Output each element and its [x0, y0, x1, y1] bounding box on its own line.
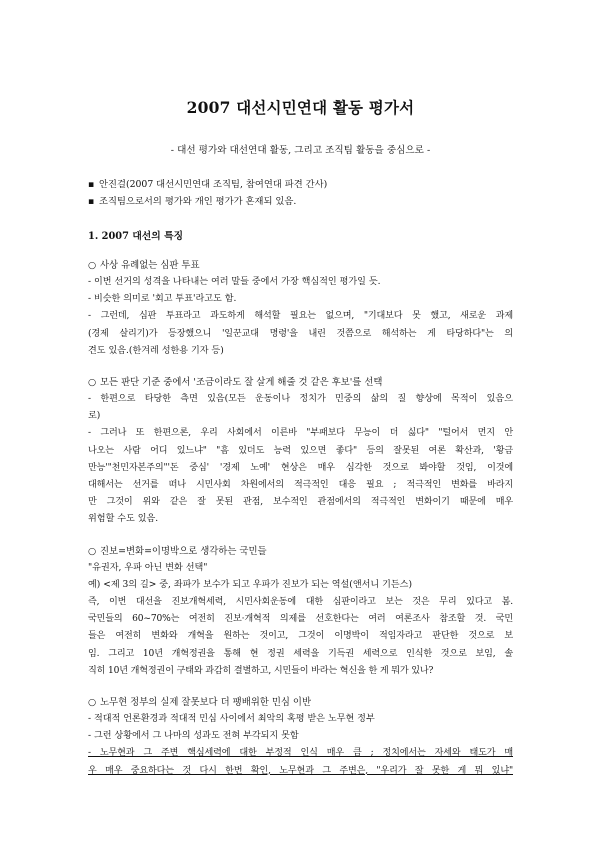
star-bullet-icon: ▪	[88, 196, 95, 207]
meta-note: 조직팀으로서의 평가와 개인 평가가 혼재되 있음.	[99, 196, 297, 207]
body-line: 임. 그리고 10년 개혁정권을 통해 현 정권 세력을 기득권 세력으로 인식한 것으로 보임, 솔	[88, 648, 513, 659]
topic-heading: ○ 진보=변화=이명박으로 생각하는 국민들	[88, 543, 513, 560]
topic-block	[88, 694, 513, 780]
circle-bullet-icon: ○	[88, 697, 97, 709]
author-meta	[88, 176, 513, 210]
body-line: "유권자, 우파 아닌 변화 선택"	[88, 562, 208, 573]
circle-bullet-icon: ○	[88, 260, 97, 271]
body-line-underlined: 우 매우 중요하다는 것 다시 한번 확인, 노무현과 그 주변은, "우리가 잘 못한 게 뭐 있냐"	[88, 765, 513, 776]
body-line: - 한편으로 타당한 측면 있음(모든 운동이나 정치가 민중의 삶의 질 향상에 목적이 있음으	[88, 394, 513, 405]
topic-heading: ○ 노무현 정부의 실제 잘못보다 더 팽배위한 민심 이반	[88, 694, 513, 711]
document-subtitle: - 대선 평가와 대선연대 활동, 그리고 조직팀 활동을 중심으로 -	[170, 145, 431, 156]
body-line: 견도 있음.(한겨레 성한용 기자 등)	[88, 345, 224, 356]
meta-row	[88, 176, 513, 193]
star-bullet-icon: ▪	[88, 179, 95, 190]
body-line: (경제 살리기)가 등장했으니 '일꾼교대 명령'을 내린 것쯤으로 해석하는 게 타당하다"는 의	[88, 328, 513, 339]
body-line: 위험할 수도 있음.	[88, 514, 159, 525]
body-line: 대해서는 선거를 떠나 시민사회 차원에서의 적극적인 대응 필요 ; 적극적인 변화를 바라지	[88, 480, 513, 491]
topic-block	[88, 543, 513, 680]
body-line: - 적대적 언론환경과 적대적 민심 사이에서 최악의 혹평 받은 노무현 정부	[88, 714, 375, 725]
body-line: 만 그것이 위와 같은 잘 못된 관점, 보수적인 관점에서의 적극적인 변화이기 때문에 매우	[88, 497, 513, 508]
section-heading: 1. 2007 대선의 특징	[88, 231, 184, 242]
meta-row	[88, 193, 513, 210]
body-line: 나오는 사람 어디 있느냐" "흠 있더도 능력 있으면 좋다" 등의 잘못된 여론 확산과, '황금	[88, 445, 513, 456]
body-line: 만능'"천민자본주의"'돈 중심' '경제 노예' 현상은 매우 심각한 것으로 봐야할 것임, 이것에	[88, 462, 513, 473]
body-line: 로)	[88, 411, 101, 422]
circle-bullet-icon: ○	[88, 545, 97, 557]
body-line: - 이번 선거의 성격을 나타내는 여러 말들 중에서 가장 핵심적인 평가일 듯.	[88, 277, 381, 287]
body-line: - 비슷한 의미로 '회고 투표'라고도 함.	[88, 294, 237, 305]
meta-author: 안진걸(2007 대선시민연대 조직팀, 참여연대 파견 간사)	[99, 179, 328, 190]
body-line: 직히 10년 개혁정권이 구태와 과감히 결별하고, 시민들이 바라는 혁신을 한 게 뭐가 있나?	[88, 665, 434, 676]
body-line: 국민들의 60~70%는 여전히 진보·개혁적 의제를 선호한다는 여러 여론조사 참조할 것. 국민	[88, 614, 513, 625]
topic-heading: ○ 모든 판단 기준 중에서 '조금이라도 잘 살게 해줄 것 같은 후보'를 선택	[88, 374, 513, 391]
body-line: - 그러나 또 한편으론, 우리 사회에서 이른바 "부패보다 무능이 더 싫다" "털어서 먼지 안	[88, 428, 513, 439]
body-line: 즉, 이번 대선을 진보개혁세력, 시민사회운동에 대한 심판이라고 보는 것은 무리 있다고 봄.	[88, 597, 513, 608]
body-line: 예) <제 3의 길> 중, 좌파가 보수가 되고 우파가 진보가 되는 역설(앤서니 기든스)	[88, 579, 412, 590]
body-line: - 그런 상황에서 그 나마의 성과도 전혀 부각되지 못함	[88, 731, 299, 742]
body-line: 들은 여전히 변화와 개혁을 원하는 것이고, 그것이 이명박이 적임자라고 판단한 것으로 보	[88, 631, 513, 642]
circle-bullet-icon: ○	[88, 377, 97, 389]
topic-block	[88, 257, 513, 360]
topic-heading: ○ 사상 유례없는 심판 투표	[88, 257, 513, 274]
body-line-underlined: - 노무현과 그 주변 핵심세력에 대한 부정적 인식 매우 큼 ; 정치에서는 자세와 태도가 매	[88, 748, 513, 759]
document-title: 2007 대선시민연대 활동 평가서	[186, 98, 415, 117]
topic-block	[88, 374, 513, 529]
body-line: - 그런데, 심판 투표라고 과도하게 해석할 필요는 없으며, "기대보다 못 했고, 새로운 과제	[88, 311, 513, 322]
